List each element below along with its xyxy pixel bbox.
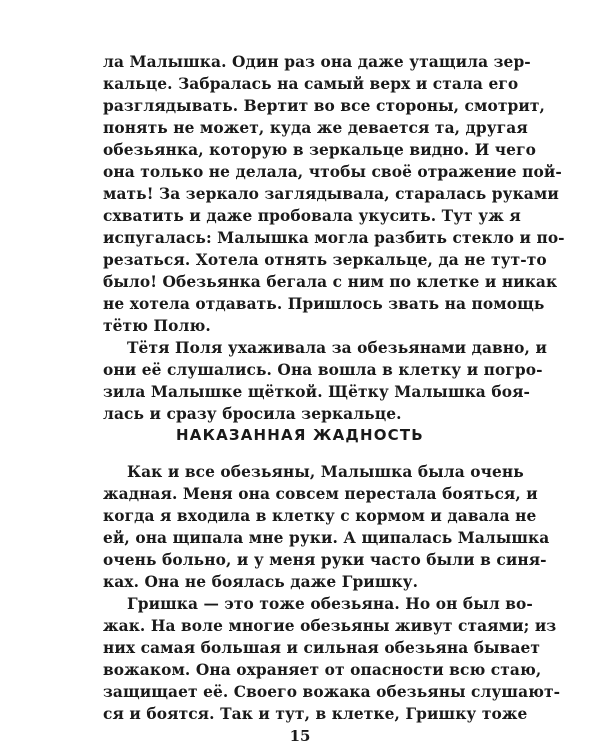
section-heading: НАКАЗАННАЯ ЖАДНОСТЬ xyxy=(176,426,424,444)
text-line: очень больно, и у меня руки часто были в синя- xyxy=(103,551,547,569)
text-line: ся и боятся. Так и тут, в клетке, Гришку тоже xyxy=(103,705,528,723)
text-line: лась и сразу бросила зеркальце. xyxy=(103,405,402,423)
text-line: жак. На воле многие обезьяны живут стаями; из xyxy=(103,617,557,635)
text-line: резаться. Хотела отнять зеркальце, да не тут-то xyxy=(103,251,547,269)
text-line: понять не может, куда же девается та, другая xyxy=(103,119,528,137)
text-line: защищает её. Своего вожака обезьяны слушают- xyxy=(103,683,561,701)
text-line: схватить и даже пробовала укусить. Тут уж я xyxy=(103,207,521,225)
text-line: Как и все обезьяны, Малышка была очень xyxy=(127,463,524,481)
text-line: кальце. Забралась на самый верх и стала его xyxy=(103,75,519,93)
text-line: ках. Она не боялась даже Гришку. xyxy=(103,573,419,591)
page-number: 15 xyxy=(289,727,311,745)
text-line: ей, она щипала мне руки. А щипалась Малышка xyxy=(103,529,550,547)
text-line: жадная. Меня она совсем перестала бояться, и xyxy=(103,485,538,503)
text-line: она только не делала, чтобы своё отражение пой- xyxy=(103,163,562,181)
text-line: Тётя Поля ухаживала за обезьянами давно, и xyxy=(127,339,547,357)
text-line: когда я входила в клетку с кормом и давала не xyxy=(103,507,537,525)
text-line: тётю Полю. xyxy=(103,317,211,335)
text-line: не хотела отдавать. Пришлось звать на помощь xyxy=(103,295,545,313)
text-line: было! Обезьянка бегала с ним по клетке и никак xyxy=(103,273,558,291)
text-line: вожаком. Она охраняет от опасности всю стаю, xyxy=(103,661,542,679)
text-line: Гришка — это тоже обезьяна. Но он был во- xyxy=(127,595,533,613)
text-line: обезьянка, которую в зеркальце видно. И чего xyxy=(103,141,536,159)
text-line: мать! За зеркало заглядывала, старалась руками xyxy=(103,185,559,203)
text-line: они её слушались. Она вошла в клетку и погро- xyxy=(103,361,543,379)
text-line: них самая большая и сильная обезьяна бывает xyxy=(103,639,541,657)
text-line: разглядывать. Вертит во все стороны, смотрит, xyxy=(103,97,545,115)
text-line: ла Малышка. Один раз она даже утащила зер- xyxy=(103,53,531,71)
text-line: испугалась: Малышка могла разбить стекло и по- xyxy=(103,229,565,247)
text-line: зила Малышке щёткой. Щётку Малышка боя- xyxy=(103,383,531,401)
